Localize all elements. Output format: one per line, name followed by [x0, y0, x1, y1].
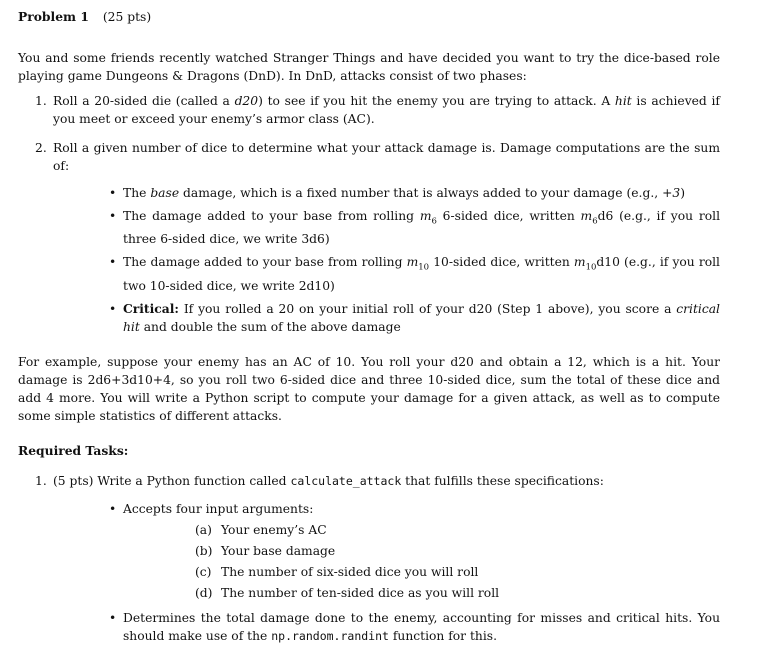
bullet-term: base	[150, 186, 180, 200]
bullet-text: The damage added to your base from rolling	[123, 255, 407, 270]
bullet-ten-sided	[53, 253, 720, 294]
problem-heading	[18, 8, 720, 28]
critical-label: Critical:	[123, 300, 179, 316]
phase-text: ) to see if you hit the enemy you are trying to attack. A	[258, 94, 615, 108]
bullet-base	[53, 184, 720, 202]
bullet-six-sided	[53, 207, 720, 248]
argument-item	[123, 584, 720, 605]
bullet-icon: •	[109, 610, 117, 625]
bullet-text: d10 (e.g., if you roll two 10-sided dice, we write 2d10)	[123, 255, 720, 293]
phase-item-2	[18, 139, 720, 336]
task-number: 1.	[35, 473, 47, 488]
argument-label: (b)	[195, 543, 213, 558]
bullet-text: 6-sided dice, written	[436, 209, 581, 223]
tasks-list	[18, 472, 720, 645]
bullet-icon: •	[109, 501, 117, 516]
task-item-1	[18, 472, 720, 645]
spec-text: Determines the total damage done to the enemy, accounting for misses and critical hits. You should make use of the	[123, 610, 720, 643]
example-paragraph: For example, suppose your enemy has an AC of 10. You roll your d20 and obtain a 12, which is a hit. Your damage is 2d6+3d10+4, so you roll two 6-sided dice and three 10-sided dice, sum the total of these dice and add 4 more. You will write a Python script to compute your damage for a given attack, as well as to compute some simple statistics of different attacks.	[18, 354, 720, 423]
bullet-text: If you rolled a 20 on your initial roll of your d20 (Step 1 above), you score a	[178, 301, 677, 316]
randint-code: np.random.randint	[271, 628, 389, 643]
argument-text: The number of ten-sided dice as you will roll	[221, 585, 500, 600]
required-tasks-heading: Required Tasks:	[18, 442, 129, 458]
bullet-text: and double the sum of the above damage	[139, 319, 401, 334]
damage-components-list	[53, 184, 720, 336]
argument-item	[123, 563, 720, 584]
task-text: that fulfills these specifications:	[401, 473, 604, 488]
task-spec-list	[53, 500, 720, 645]
bullet-text: 10-sided dice, written	[429, 255, 574, 270]
argument-text: Your enemy’s AC	[221, 522, 327, 537]
bullet-text: d6 (e.g., if you roll three 6-sided dice, we write 3d6)	[123, 209, 721, 247]
argument-item	[123, 542, 720, 563]
bullet-critical	[53, 300, 720, 336]
bullet-text: The damage added to your base from rolling	[123, 209, 420, 223]
phase-item-1	[18, 92, 720, 128]
argument-label: (d)	[195, 585, 213, 600]
bullet-text: damage, which is a fixed number that is always added to your damage (e.g.,	[179, 186, 663, 200]
argument-text: The number of six-sided dice you will roll	[221, 564, 479, 579]
spec-accepts	[53, 500, 720, 605]
bullet-example: +3	[662, 186, 681, 200]
bullet-text: The	[123, 186, 151, 200]
function-name-code: calculate_attack	[290, 473, 402, 488]
problem-page	[18, 8, 720, 649]
phase-text: Roll a given number of dice to determine what your attack damage is. Damage computations are the sum of:	[53, 141, 720, 173]
argument-label: (a)	[195, 522, 212, 537]
bullet-icon: •	[109, 209, 117, 223]
problem-title: Problem 1	[18, 9, 89, 24]
math-var: $m_6$	[580, 209, 598, 227]
problem-points: (25 pts)	[102, 10, 152, 24]
phase-term: d20	[234, 94, 259, 108]
bullet-text: )	[680, 186, 686, 200]
argument-label: (c)	[195, 564, 212, 579]
bullet-icon: •	[109, 186, 117, 200]
phase-text: is achieved if you meet or exceed your enemy’s armor class (AC).	[53, 94, 720, 126]
spec-text: Accepts four input arguments:	[123, 501, 314, 516]
phase-number: 1.	[35, 94, 47, 108]
math-var: $m_{10}$	[406, 255, 430, 273]
bullet-term: critical hit	[123, 301, 720, 334]
attack-phases-list	[18, 92, 720, 336]
spec-text: function for this.	[388, 628, 497, 643]
bullet-icon: •	[109, 301, 117, 316]
arguments-list	[123, 521, 720, 605]
math-var: $m_{10}$	[573, 255, 597, 273]
argument-text: Your base damage	[221, 543, 336, 558]
phase-term: hit	[614, 94, 632, 108]
math-var: $m_6$	[419, 209, 437, 227]
intro-paragraph: You and some friends recently watched Stranger Things and have decided you want to try the dice-based role playing game Dungeons & Dragons (DnD). In DnD, attacks consist of two phases:	[18, 51, 720, 83]
spec-determines	[53, 609, 720, 645]
phase-text: Roll a 20-sided die (called a	[53, 94, 235, 108]
task-text: (5 pts) Write a Python function called	[53, 473, 291, 488]
argument-item	[123, 521, 720, 542]
phase-number: 2.	[35, 141, 47, 155]
bullet-icon: •	[109, 255, 117, 270]
